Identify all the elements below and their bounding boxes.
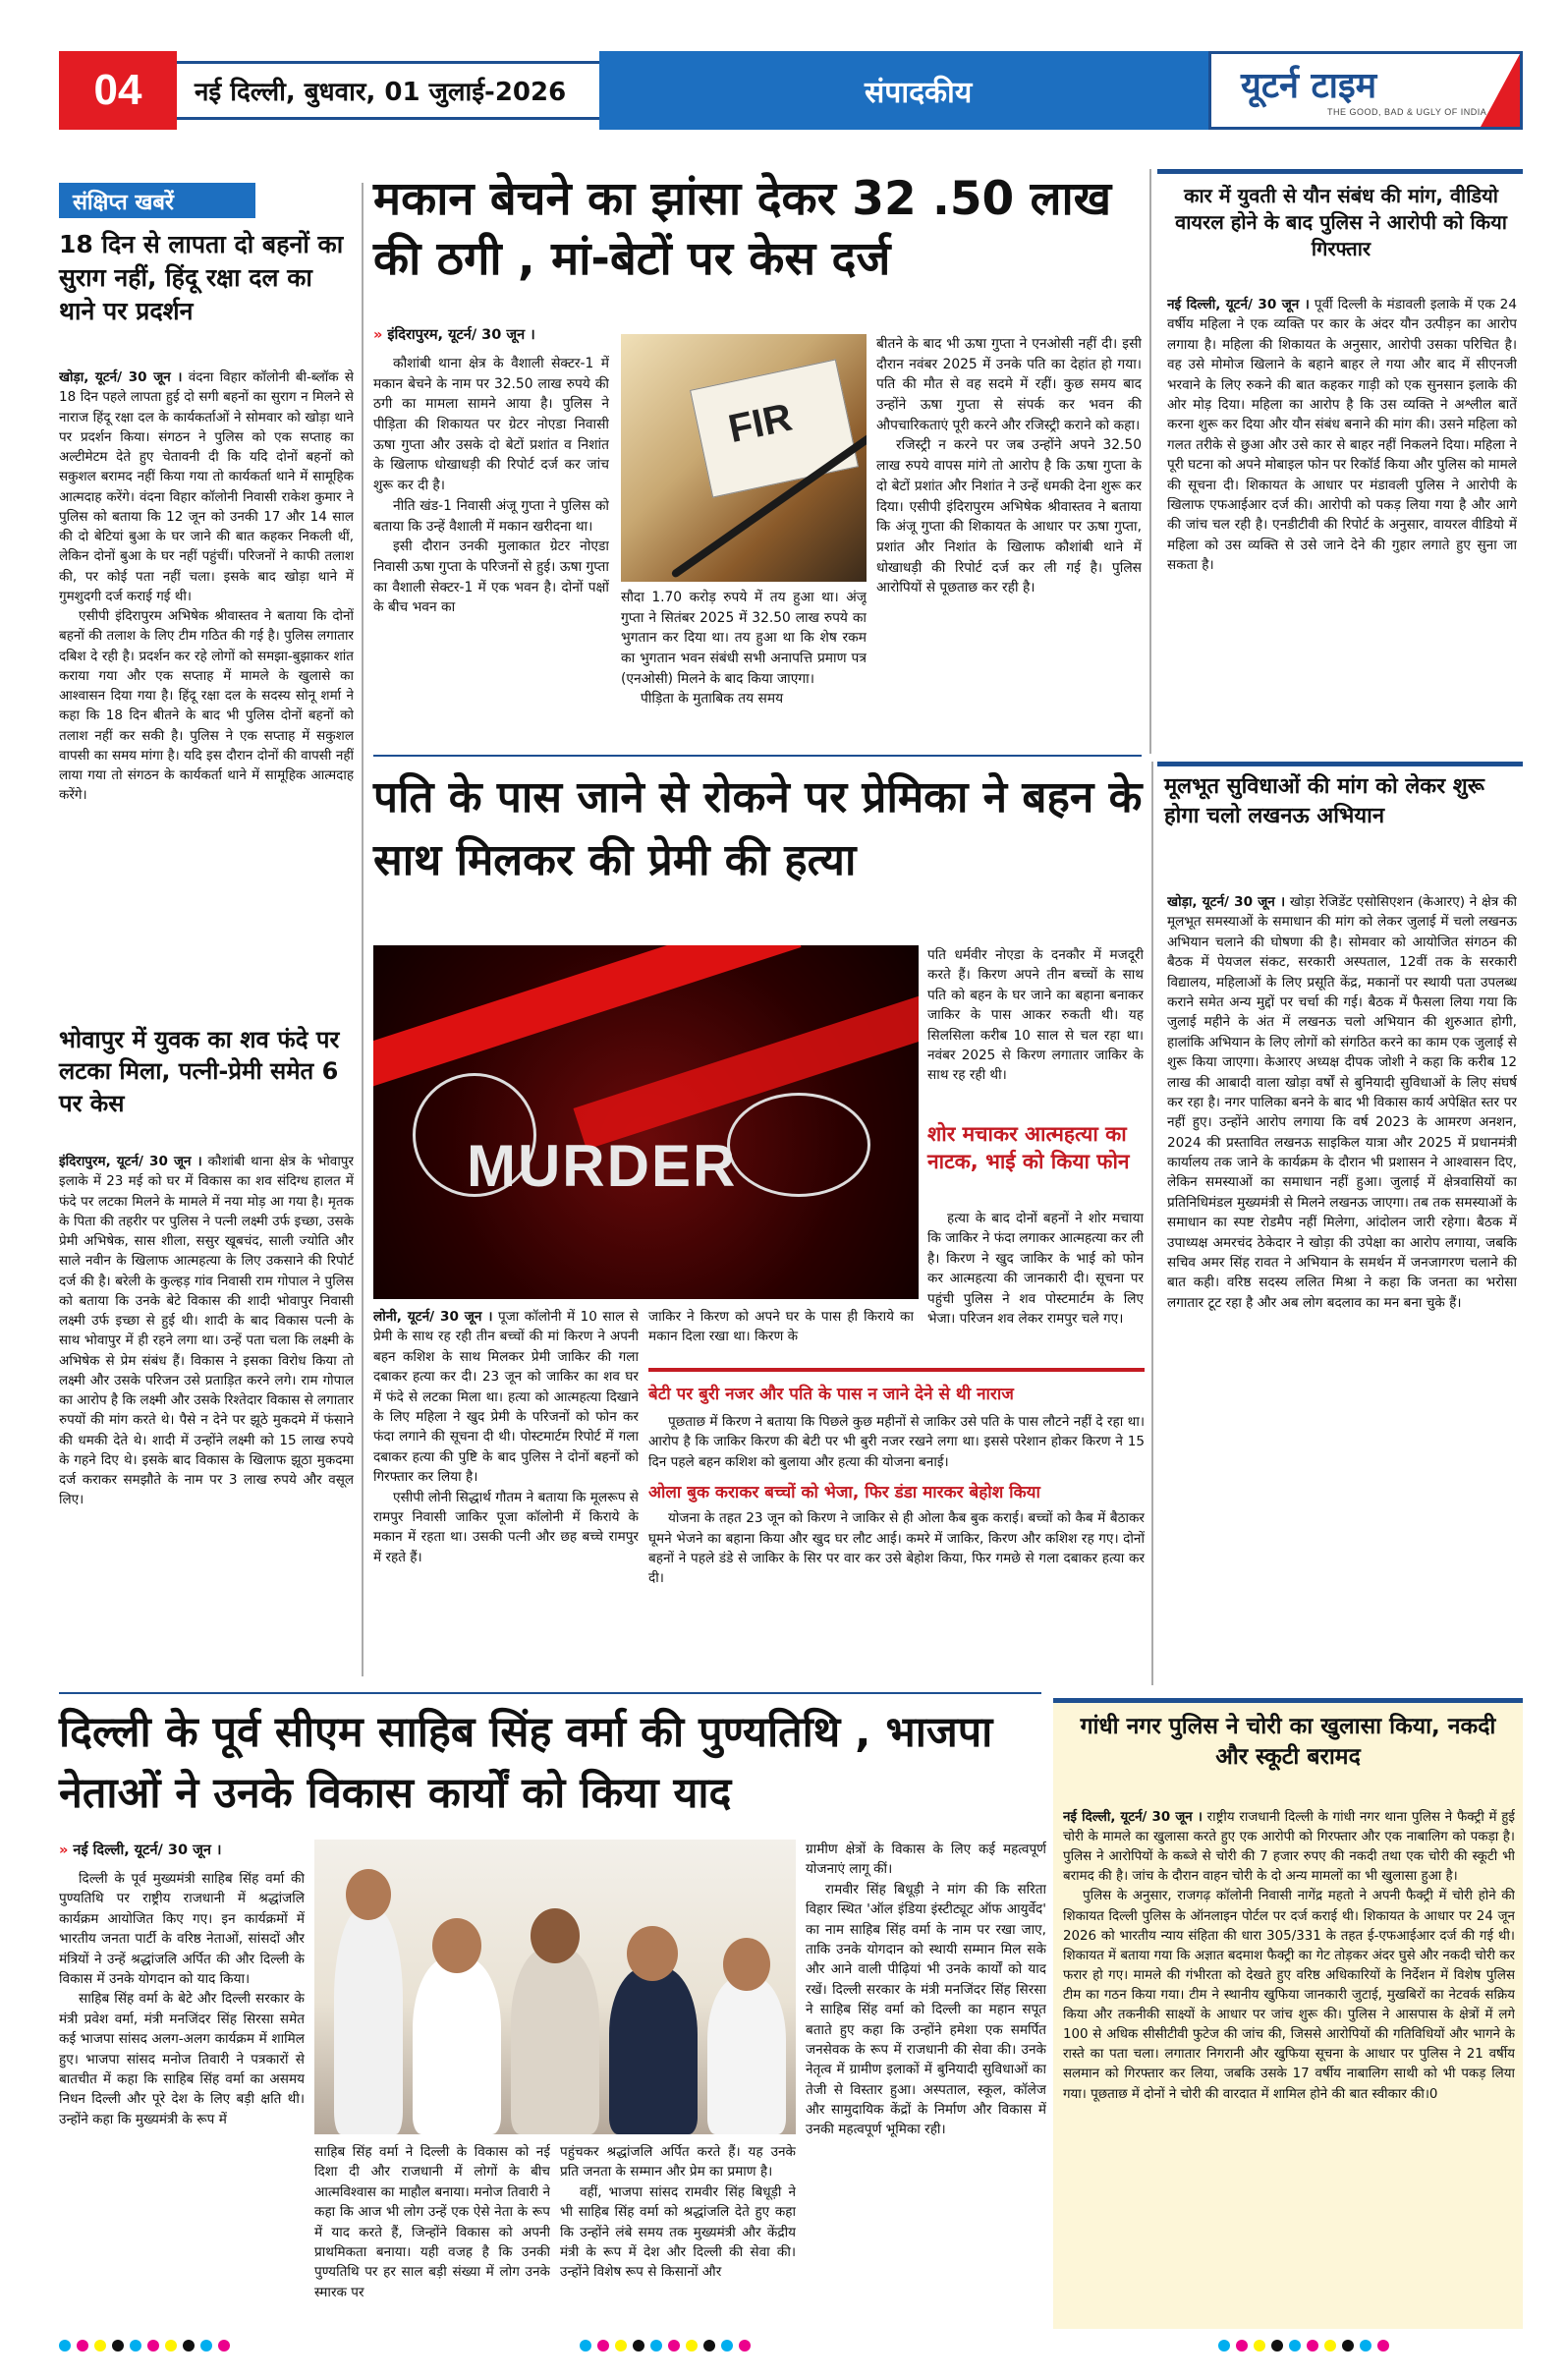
lucknow-headline: मूलभूत सुविधाओं की मांग को लेकर शुरू होगा चलो लखनऊ अभियान: [1164, 774, 1484, 828]
brief-story1-body: [59, 368, 354, 1036]
lead1-byline: » इंदिरापुरम, यूटर्न/ 30 जून ।: [373, 327, 535, 343]
lead2-col-right-top: पति धर्मवीर नोएडा के दनकौर में मजदूरी करते हैं। किरण अपने तीन बच्चों के साथ पति को बहन के घर जाने का बहाना बनाकर जाकिर के पास आकर रुकती थी। यह सिलसिला करीब 10 साल से चल रहा था। नवंबर 2025 से किरण लगातार जाकिर के साथ रह रही थी।: [927, 947, 1144, 1084]
column-divider: [362, 183, 364, 1676]
person: [609, 1967, 698, 2134]
section-title: संपादकीय: [599, 51, 1208, 130]
registration-dots: [580, 2337, 874, 2352]
person-head: [723, 1938, 770, 1991]
brief-story1-dateline: खोड़ा, यूटर्न/ 30 जून ।: [59, 369, 183, 385]
lead3-col3: पहुंचकर श्रद्धांजलि अर्पित करते हैं। यह उनके प्रति जनता के सम्मान और प्रेम का प्रमाण है। वहीं, भाजपा सांसद रामवीर सिंह बिधूड़ी ने भी साहिब सिंह वर्मा को श्रद्धांजलि देते हुए कहा कि उन्होंने लंबे समय तक मुख्यमंत्री और केंद्रीय मंत्री के रूप में देश और दिल्ली की सेवा की। उन्होंने विशेष रूप से किसानों और: [560, 2144, 796, 2281]
lead1-col1: कौशांबी थाना क्षेत्र के वैशाली सेक्टर-1 में मकान बेचने के नाम पर 32.50 लाख रुपये की ठगी का मामला सामने आया है। पुलिस ने पीड़िता की शिकायत पर ग्रेटर नोएडा निवासी ऊषा गुप्ता और उसके दो बेटों प्रशांत व निशांत के खिलाफ धोखाधड़ी की रिपोर्ट दर्ज कर जांच शुरू कर दी है। नीति खंड-1 निवासी अंजू गुप्ता ने पुलिस को बताया कि उन्हें वैशाली में मकान खरीदना था। इसी दौरान उनकी मुलाकात ग्रेटर नोएडा निवासी ऊषा गुप्ता के परिजनों से हुई। ऊषा गुप्ता का वैशाली सेक्टर-1 में एक भवन है। दोनों पक्षों के बीच भवन का: [373, 356, 609, 616]
person: [511, 1948, 599, 2134]
lead2-box: बेटी पर बुरी नजर और पति के पास न जाने देने से थी नाराज पूछताछ में किरण ने बताया कि पिछले कुछ महीनों से जाकिर उसे पति के पास लौटने नहीं दे रहा था। आरोप है कि जाकिर किरण की बेटी पर भी बुरी नजर रखने लगा था। इससे परेशान होकर किरण ने 15 दिन पहले बहन कशिश को बुलाया और हत्या की योजना बनाई। ओला बुक कराकर बच्चों को भेजा, फिर डंडा मारकर बेहोश किया योजना के तहत 23 जून को किरण ने जाकिर से ही ओला कैब बुक कराई। बच्चों को कैब में बैठाकर घूमने भेजने का बहाना किया और खुद घर लौट आई। कमरे में जाकिर, किरण और कशिश रह गए। दोनों बहनों ने पहले डंडे से जाकिर के सिर पर वार कर उसे बेहोश किया, फिर गमछे से गला दबाकर हत्या कर दी।: [648, 1368, 1145, 1682]
lucknow-rule: [1157, 762, 1523, 766]
lucknow-body: खोड़ा, यूटर्न/ 30 जून । खोड़ा रेजिडेंट एसोसिएशन (केआरए) ने क्षेत्र की मूलभूत समस्याओं के समाधान की मांग को लेकर जुलाई में चलो लखनऊ अभियान चलाने की घोषणा की है। सोमवार को आयोजित संगठन की बैठक में पेयजल संकट, सरकारी अस्पताल, 12वीं तक के सरकारी विद्यालय, महिलाओं के लिए प्रसूति केंद्र, मकानों पर स्थायी पता उपलब्ध कराने समेत अन्य मुद्दों पर चर्चा की गई। बैठक में फैसला लिया गया कि जुलाई महीने के अंत में लखनऊ चलो अभियान की शुरुआत होगी, हालांकि अभियान के लिए लोगों को संगठित करने का काम एक जुलाई से शुरू किया जाएगा। केआरए अध्यक्ष दीपक जोशी ने कहा कि करीब 12 लाख की आबादी वाला खोड़ा वर्षों से बुनियादी सुविधाओं के लिए संघर्ष कर रहा है। नगर पालिका बनने के बाद भी विकास कार्य अपेक्षित स्तर पर नहीं हुए। उन्होंने आरोप लगाया कि वर्ष 2023 के आमरण अनशन, 2024 की प्रस्तावित लखनऊ साइकिल यात्रा और 2025 में प्रधानमंत्री कार्यालय तक जाने के कार्यक्रम के दौरान भी प्रशासन ने आश्वासन दिए, लेकिन समस्याओं का समाधान नहीं हुआ। जुलाई में क्षेत्रवासियों का प्रतिनिधिमंडल मुख्यमंत्री से मिलने लखनऊ जाएगा। तब तक समस्याओं के समाधान का स्पष्ट रोडमैप नहीं मिलेगा, आंदोलन जारी रहेगा। बैठक में उपाध्यक्ष अमरचंद ठेकेदार ने खोड़ा की उपेक्षा का आरोप लगाया, जबकि सचिव अमर सिंह रावत ने अभियान के समर्थन में जनजागरण चलाने की बात कही। वरिष्ठ सदस्य ललित मिश्रा ने कहा कि जनता का भरोसा लगातार टूट रहा है और अब लोग बदलाव का मन बना चुके हैं।: [1167, 894, 1517, 1311]
brief-story2-text: कौशांबी थाना क्षेत्र के भोवापुर इलाके में 23 मई को घर में विकास का शव संदिग्ध हालत में फंदे पर लटका मिलने के मामले में नया मोड़ आ गया है। मृतक के पिता की तहरीर पर पुलिस ने पत्नी लक्ष्मी उर्फ इच्छा, उसके प्रेमी अभिषेक, सास शीला, ससुर खूबचंद, साली ज्योति और साले नवीन के खिलाफ आत्महत्या के लिए उकसाने की रिपोर्ट दर्ज की है। बरेली के कुल्हड़ गांव निवासी राम गोपाल ने पुलिस को बताया कि उनके बेटे विकास की शादी भोवापुर निवासी लक्ष्मी उर्फ इच्छा से हुई थी। शादी के बाद विकास पत्नी के साथ भोवापुर में ही रहने लगा था। उन्हें पता चला कि लक्ष्मी के अभिषेक से प्रेम संबंध हैं। विकास ने इसका विरोध किया तो लक्ष्मी और उसके परिजन उसे प्रताड़ित करने लगे। राम गोपाल का आरोप है कि लक्ष्मी और उसके रिश्तेदार विकास से लगातार रुपयों की मांग करते थे। पैसे न देने पर झूठे मुकदमे में फंसाने की धमकी देते थे। शादी में उन्होंने लक्ष्मी को 15 लाख रुपये के गहने दिए थे। इसके बाद विकास के खिलाफ झूठा मुकदमा दर्ज कराकर समझौते के नाम पर 3 लाख रुपये और वसूल लिए।: [59, 1154, 354, 1508]
column-divider: [1149, 169, 1151, 754]
lead3-col1: दिल्ली के पूर्व मुख्यमंत्री साहिब सिंह वर्मा की पुण्यतिथि पर राष्ट्रीय राजधानी में श्रद्धांजलि कार्यक्रम आयोजित किए गए। इन कार्यक्रमों में भारतीय जनता पार्टी के वरिष्ठ नेताओं, सांसदों और मंत्रियों ने उन्हें श्रद्धांजलि अर्पित की और दिल्ली के विकास में उनके योगदान को याद किया। साहिब सिंह वर्मा के बेटे और दिल्ली सरकार के मंत्री प्रवेश वर्मा, मंत्री मनजिंदर सिंह सिरसा समेत कई भाजपा सांसद अलग-अलग कार्यक्रम में शामिल हुए। भाजपा सांसद मनोज तिवारी ने पत्रकारों से बातचीत में कहा कि साहिब सिंह वर्मा का असमय निधन दिल्ली और पूरे देश के लिए बड़ी क्षति थी। उन्होंने कहा कि मुख्यमंत्री के रूप में: [59, 1871, 305, 2127]
registration-dots: [59, 2337, 354, 2352]
person: [334, 1908, 403, 2134]
murder-image: [373, 945, 919, 1299]
gandhi-headline: गांधी नगर पुलिस ने चोरी का खुलासा किया, नकदी और स्कूटी बरामद: [1080, 1714, 1496, 1771]
brief-story2-body: [59, 1152, 354, 1682]
registration-dots: [1218, 2337, 1513, 2352]
page-number: 04: [59, 51, 177, 130]
person-head: [432, 1918, 481, 1973]
chalk-outline: [727, 1093, 870, 1197]
person: [707, 1977, 786, 2134]
brand-tagline: THE GOOD, BAD & UGLY OF INDIA: [1327, 107, 1487, 117]
person: [413, 1957, 501, 2134]
tribute-photo: [314, 1840, 796, 2134]
lead3-byline: » नई दिल्ली, यूटर्न/ 30 जून ।: [59, 1842, 222, 1858]
brief-story1-headline: 18 दिन से लापता दो बहनों का सुराग नहीं, हिंदू रक्षा दल का थाने पर प्रदर्शन: [59, 230, 344, 325]
person-head: [627, 1926, 678, 1981]
lead1-col2: सौदा 1.70 करोड़ रुपये में तय हुआ था। अंजू गुप्ता ने सितंबर 2025 में 32.50 लाख रुपये का भुगतान कर दिया था। तय हुआ था कि शेष रकम का भुगतान भवन संबंधी सभी अनापत्ति प्रमाण पत्र (एनओसी) मिलने के बाद किया जाएगा। पीड़िता के मुताबिक तय समय: [621, 590, 867, 708]
section-rule: [373, 755, 1142, 757]
lead1-headline: मकान बेचने का झांसा देकर 32 .50 लाख की ठगी , मां-बेटों पर केस दर्ज: [373, 172, 1112, 287]
murder-word: MURDER: [467, 1133, 738, 1199]
car-headline: कार में युवती से यौन संबंध की मांग, वीडियो वायरल होने के बाद पुलिस ने आरोपी को किया गिरफ्तार: [1175, 184, 1507, 260]
lead2-col-a: लोनी, यूटर्न/ 30 जून । पूजा कॉलोनी में 10 साल से प्रेमी के साथ रह रही तीन बच्चों की मां किरण ने अपनी बहन कशिश के साथ मिलकर प्रेमी जाकिर की गला दबाकर हत्या कर दी। 23 जून को जाकिर का शव घर में फंदे से लटका मिला था। हत्या को आत्महत्या दिखाने के लिए महिला ने खुद प्रेमी के परिजनों को फोन कर फंदा लगाने की सूचना दी थी। पोस्टमार्टम रिपोर्ट में गला दबाकर हत्या की पुष्टि के बाद पुलिस ने दोनों बहनों को गिरफ्तार कर लिया है। एसीपी लोनी सिद्धार्थ गौतम ने बताया कि मूलरूप से रामपुर निवासी जाकिर पूजा कॉलोनी में किराये के मकान में रहता था। उसकी पत्नी और छह बच्चे रामपुर में रहते हैं।: [373, 1309, 639, 1565]
lead2-col-b: जाकिर ने किरण को अपने घर के पास ही किराये का मकान दिला रखा था। किरण के: [648, 1309, 914, 1345]
brand-logo: [1208, 51, 1523, 130]
brief-tag: संक्षिप्त खबरें: [59, 183, 255, 218]
dateline: नई दिल्ली, बुधवार, 01 जुलाई-2026: [177, 61, 599, 120]
lead2-sub-red: शोर मचाकर आत्महत्या का नाटक, भाई को किया फोन: [927, 1122, 1130, 1174]
gandhi-body: नई दिल्ली, यूटर्न/ 30 जून । राष्ट्रीय राजधानी दिल्ली के गांधी नगर थाना पुलिस ने फैक्ट्री में हुई चोरी के मामले का खुलासा करते हुए एक आरोपी को गिरफ्तार और एक नाबालिग को पकड़ा है। पुलिस ने आरोपियों के कब्जे से चोरी की 7 हजार रुपए की नकदी तथा एक चोरी की स्कूटी भी बरामद की है। जांच के दौरान वाहन चोरी के दो अन्य मामलों का भी खुलासा हुआ है। पुलिस के अनुसार, राजगढ़ कॉलोनी निवासी नागेंद्र महतो ने अपनी फैक्ट्री में चोरी होने की शिकायत दिल्ली पुलिस के ऑनलाइन पोर्टल पर दर्ज कराई थी। शिकायत के आधार पर 24 जून 2026 को भारतीय न्याय संहिता की धारा 305/331 के तहत ई-एफआईआर दर्ज की गई थी। शिकायत में बताया गया कि अज्ञात बदमाश फैक्ट्री का गेट तोड़कर अंदर घुसे और नकदी चोरी कर फरार हो गए। मामले की गंभीरता को देखते हुए वरिष्ठ अधिकारियों के निर्देशन में विशेष पुलिस टीम का गठन किया गया। टीम ने स्थानीय खुफिया जानकारी जुटाई, मुखबिरों का नेटवर्क सक्रिय किया और तकनीकी साक्ष्यों के आधार पर जांच शुरू की। पुलिस ने आसपास के क्षेत्रों में लगे 100 से अधिक सीसीटीवी फुटेज की जांच की, जिससे आरोपियों की गतिविधियों और भागने के रास्ते का पता चला। लगातार निगरानी और खुफिया सूचना के आधार पर पुलिस ने 21 वर्षीय सलमान को गिरफ्तार कर लिया, जबकि उसके 17 वर्षीय नाबालिग साथी को भी पकड़ लिया गया। पूछताछ में दोनों ने चोरी की वारदात में शामिल होने की बात स्वीकार की।0: [1063, 1810, 1515, 2102]
brief-story1-text: वंदना विहार कॉलोनी बी-ब्लॉक से 18 दिन पहले लापता हुई दो सगी बहनों का सुराग न मिलने से नाराज हिंदू रक्षा दल के कार्यकर्ताओं ने सोमवार को खोड़ा थाने पर प्रदर्शन किया। संगठन ने पुलिस को एक सप्ताह का अल्टीमेटम देते हुए चेतावनी दी कि यदि दोनों बहनों को सकुशल बरामद नहीं किया गया तो कार्यकर्ता थाने में सामूहिक आत्मदाह करेंगे। वंदना विहार कॉलोनी निवासी राकेश कुमार ने पुलिस को बताया कि 12 जून को उनकी 17 और 14 साल की दो बेटियां बुआ के घर जाने की बात कहकर निकली थीं, लेकिन दोनों बुआ के घर नहीं पहुंचीं। परिजनों ने काफी तलाश की, पर कोई पता नहीं चला। इसके बाद खोड़ा थाने में गुमशुदगी दर्ज कराई गई थी।: [59, 369, 354, 604]
brief-story2-dateline: इंदिरापुरम, यूटर्न/ 30 जून ।: [59, 1154, 202, 1169]
lead2-headline: पति के पास जाने से रोकने पर प्रेमिका ने बहन के साथ मिलकर की प्रेमी की हत्या: [373, 772, 1143, 885]
lead2-col-right-mid: हत्या के बाद दोनों बहनों ने शोर मचाया कि जाकिर ने फंदा लगाकर आत्महत्या कर ली है। किरण ने खुद जाकिर के भाई को फोन कर आत्महत्या की जानकारी दी। सूचना पर पहुंची पुलिस ने शव पोस्टमार्टम के लिए भेजा। परिजन शव लेकर रामपुर चले गए।: [927, 1211, 1144, 1327]
column-divider: [1151, 762, 1153, 1685]
person-head: [346, 1869, 391, 1920]
lead1-col3: बीतने के बाद भी ऊषा गुप्ता ने एनओसी नहीं दी। इसी दौरान नवंबर 2025 में उनके पति का देहांत हो गया। पति की मौत से वह सदमे में रहीं। कुछ समय बाद उन्होंने ऊषा गुप्ता से संपर्क कर भवन की औपचारिकताएं पूरी करने और रजिस्ट्री कराने को कहा। रजिस्ट्री न करने पर जब उन्होंने अपने 32.50 लाख रुपये वापस मांगे तो आरोप है कि ऊषा गुप्ता के दो बेटों प्रशांत और निशांत ने उन्हें धमकी देना शुरू कर दिया। एसीपी इंदिरापुरम अभिषेक श्रीवास्तव ने बताया कि अंजू गुप्ता की शिकायत के आधार पर ऊषा गुप्ता, प्रशांत और निशांत के खिलाफ कौशांबी थाने में धोखाधड़ी की रिपोर्ट दर्ज कर ली गई है। पुलिस आरोपियों से पूछताछ कर रही है।: [876, 336, 1142, 596]
brand-name: यूटर्न टाइम: [1241, 66, 1377, 106]
fir-card: FIR: [690, 359, 859, 497]
person-head: [531, 1908, 580, 1963]
car-body: नई दिल्ली, यूटर्न/ 30 जून । पूर्वी दिल्ली के मंडावली इलाके में एक 24 वर्षीय महिला ने एक व्यक्ति पर कार के अंदर यौन उत्पीड़न का आरोप लगाया है। महिला की शिकायत के अनुसार, आरोपी उसका परिचित है। वह उसे मोमोज खिलाने के बहाने बाहर ले गया और बाद में सीएनजी भरवाने के लिए रुकने की बात कहकर गाड़ी को एक सुनसान इलाके की ओर मोड़ दिया। महिला का आरोप है कि उस व्यक्ति ने अश्लील बातें करना शुरू कर दिया और यौन संबंध बनाने की मांग की। उसने महिला को गलत तरीके से छुआ और उसे कार से बाहर नहीं निकलने दिया। महिला ने पूरी घटना को अपने मोबाइल फोन पर रिकॉर्ड किया और पुलिस को मामले की सूचना दी। शिकायत के आधार पर मंडावली पुलिस ने आरोपी के खिलाफ एफआईआर दर्ज की। आरोपी को पकड़ लिया गया है और आगे की जांच चल रही है। एनडीटीवी की रिपोर्ट के अनुसार, वायरल वीडियो में महिला को उस व्यक्ति से उसे जाने देने की गुहार लगाते हुए सुना जा सकता है।: [1167, 297, 1517, 574]
lead3-col4: ग्रामीण क्षेत्रों के विकास के लिए कई महत्वपूर्ण योजनाएं लागू कीं। रामवीर सिंह बिधूड़ी ने मांग की कि सरिता विहार स्थित 'ऑल इंडिया इंस्टीट्यूट ऑफ आयुर्वेद' का नाम साहिब सिंह वर्मा के नाम पर रखा जाए, ताकि उनके योगदान को स्थायी सम्मान मिल सके और आने वाली पीढ़ियां भी उनके कार्यों को याद रखें। दिल्ली सरकार के मंत्री मनजिंदर सिंह सिरसा ने साहिब सिंह वर्मा को दिल्ली का महान सपूत बताते हुए कहा कि उन्होंने हमेशा एक समर्पित जनसेवक के रूप में राजधानी की सेवा की। उनके नेतृत्व में ग्रामीण इलाकों में बुनियादी सुविधाओं का तेजी से विस्तार हुआ। अस्पताल, स्कूल, कॉलेज और सामुदायिक केंद्रों के निर्माण और विकास में उनकी महत्वपूर्ण भूमिका रही।: [806, 1842, 1046, 2138]
brief-story2-headline: भोवापुर में युवक का शव फंदे पर लटका मिला, पत्नी-प्रेमी समेत 6 पर केस: [59, 1026, 340, 1117]
brief-story1-text2: एसीपी इंदिरापुरम अभिषेक श्रीवास्तव ने बताया कि दोनों बहनों की तलाश के लिए टीम गठित की गई है। पुलिस लगातार दबिश दे रही है। प्रदर्शन कर रहे लोगों को समझा-बुझाकर शांत कराया गया और एक सप्ताह में मामले के खुलासे का आश्वासन दिया गया है। हिंदू रक्षा दल के सदस्य सोनू शर्मा ने कहा कि 18 दिन बीतने के बाद भी पुलिस दोनों बहनों को तलाश नहीं कर सकी है। पुलिस ने एक सप्ताह में सकुशल वापसी का समय मांगा है। यदि इस दौरान दोनों की वापसी नहीं लाया गया तो संगठन के कार्यकर्ता थाने में सामूहिक आत्मदाह करेंगे।: [59, 608, 354, 804]
section-rule: [59, 1692, 1041, 1694]
fir-image: [621, 334, 867, 582]
brand-corner-accent: [1481, 54, 1520, 127]
lead3-headline: दिल्ली के पूर्व सीएम साहिब सिंह वर्मा की पुण्यतिथि , भाजपा नेताओं ने उनके विकास कार्यों को किया याद: [59, 1708, 993, 1819]
lead3-col2: साहिब सिंह वर्मा ने दिल्ली के विकास को नई दिशा दी और राजधानी में लोगों के बीच आत्मविश्वास का माहौल बनाया। मनोज तिवारी ने कहा कि आज भी लोग उन्हें एक ऐसे नेता के रूप में याद करते हैं, जिन्होंने विकास को अपनी प्राथमिकता बनाया। यही वजह है कि उनकी पुण्यतिथि पर हर साल बड़ी संख्या में लोग उनके स्मारक पर: [314, 2144, 550, 2300]
